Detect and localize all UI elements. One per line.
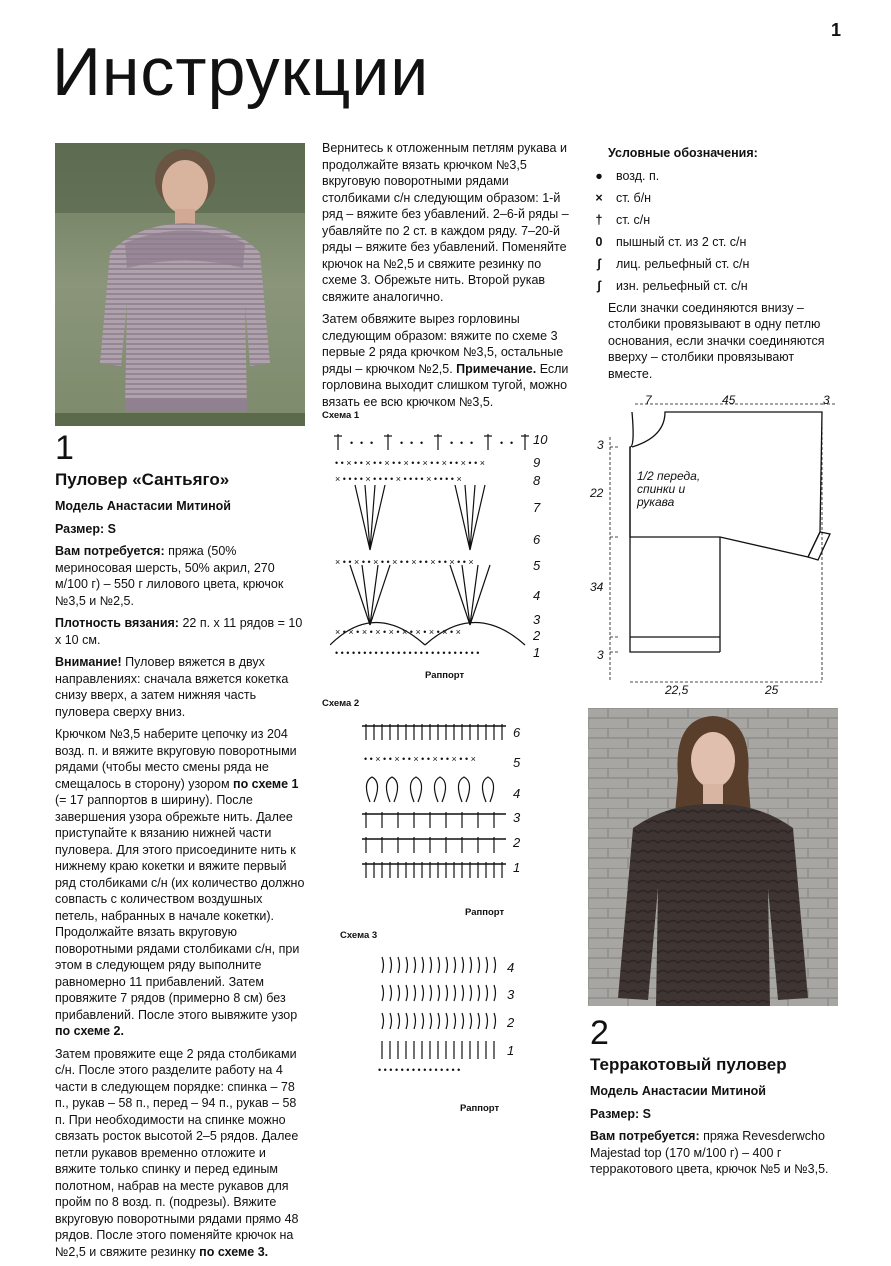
item1-paragraph-1 xyxy=(55,726,305,1040)
scheme-1-label: Схема 1 xyxy=(322,410,360,421)
materials-text: пряжа Revesderwcho Majestad top (170 м/100 г) – 400 г терракотового цвета, крючок №5 и №3,5. xyxy=(590,1129,829,1176)
item1-author: Модель Анастасии Митиной xyxy=(55,499,231,513)
item2-materials xyxy=(590,1128,840,1178)
scheme2-row-1: 1 xyxy=(513,860,521,875)
photo-santiago-pullover xyxy=(55,143,305,426)
scheme-2-rapport: Раппорт xyxy=(465,907,505,918)
scheme1-row-10: 10 xyxy=(533,432,548,447)
item1-attention xyxy=(55,654,305,720)
scheme-2-chart xyxy=(362,722,512,892)
svg-text:•: • xyxy=(510,438,514,448)
legend-item-sc xyxy=(590,188,840,210)
materials-text: пряжа (50% мериносовая шерсть, 50% акрил, 270 м/100 г) – 550 г лилового цвета, крючок №3,5 и №2,5. xyxy=(55,544,284,608)
puff-stitch-icon: 0 xyxy=(595,235,603,250)
svg-text:•: • xyxy=(410,438,414,448)
scheme3-row-3: 3 xyxy=(507,987,515,1002)
para1-part-c: (= 17 раппортов в ширину). После завершения узора обрежьте нить. Далее приступайте к вязанию нижней части пуловера. Для этого присоедините нить к нижнему краю кокетки и вяжите первый ряд столбиками с/н (их количество должно совпасть с количеством воздушных петель, набранных в начале кокетки). Продолжайте вязать вкруговую поворотными рядами столбиками с/н, при этом в следующем ряду выполните равномерно 11 прибавлений. Затем провяжите 7 рядов (примерно 8 см) без прибавлений. После этого вывяжите узор xyxy=(55,793,305,1022)
svg-text:•: • xyxy=(350,438,354,448)
svg-text:•: • xyxy=(470,438,474,448)
scheme1-row-5: 5 xyxy=(533,558,541,573)
dim-bottom-22-5: 22,5 xyxy=(665,683,689,697)
dim-top-3: 3 xyxy=(823,393,830,407)
pattern-diagram xyxy=(590,392,840,707)
item2-column xyxy=(590,1015,840,1184)
legend-item-label: ст. б/н xyxy=(616,191,652,206)
svg-text:× • • × • • × • • × • • × • •: × • • × • • × • • × • • × • • × • • × • • × xyxy=(335,557,474,567)
item1-materials xyxy=(55,543,305,609)
scheme1-row-2: 2 xyxy=(533,628,541,643)
svg-text:• • • • • • • • • • • • • • •: • • • • • • • • • • • • • • • • • • • • • • • • • • xyxy=(335,648,480,658)
back-post-dc-icon: ʃ xyxy=(596,279,602,294)
scheme1-row-3: 3 xyxy=(533,612,541,627)
svg-text:•: • xyxy=(450,438,454,448)
col2-para2-c: Если горловина выходит слишком тугой, можно вязать ее всю крючком №3,5. xyxy=(322,361,569,409)
svg-text:•: • xyxy=(370,438,374,448)
page-title: Инструкции xyxy=(52,34,430,110)
legend-item-fpdc xyxy=(590,254,840,276)
svg-text:•: • xyxy=(360,438,364,448)
scheme1-row-8: 8 xyxy=(533,473,541,488)
svg-text:× • • • • × • • • • × • • • •: × • • • • × • • • • × • • • • × • • • • × xyxy=(335,474,462,484)
photo-terracotta-pullover xyxy=(588,708,838,1006)
item1-paragraph-2 xyxy=(55,1046,305,1261)
item1-title: Пуловер «Сантьяго» xyxy=(55,470,230,489)
pattern-label: 1/2 переда, спинки и рукава xyxy=(637,469,701,509)
item1-size: Размер: S xyxy=(55,521,116,536)
legend-item-dc xyxy=(590,210,840,232)
legend-item-bpdc xyxy=(590,276,840,298)
item2-title: Терракотовый пуловер xyxy=(590,1055,787,1074)
dim-left-3a: 3 xyxy=(597,438,604,452)
scheme1-row-9: 9 xyxy=(533,455,541,470)
legend-item-label: возд. п. xyxy=(616,169,660,184)
front-post-dc-icon: ʃ xyxy=(596,257,602,272)
scheme1-row-7: 7 xyxy=(533,500,541,515)
svg-text:•: • xyxy=(500,438,504,448)
para1-part-a: Крючком №3,5 наберите цепочку из 204 возд. п. и вяжите вкруговую поворотными рядами (чтобы место смены ряда не смещалось в сторону) узором xyxy=(55,727,297,791)
materials-label: Вам потребуется: xyxy=(55,544,165,558)
col2-para2-b: Примечание. xyxy=(456,361,537,376)
materials-label: Вам потребуется: xyxy=(590,1129,700,1143)
scheme2-row-6: 6 xyxy=(513,725,521,740)
svg-text:• • × • • × • • × • • × •: • • × • • × • • × • • × • • × • • × xyxy=(364,754,476,764)
svg-text:× • × • × • × • × • × • × • ×: × • × • × • × • × • × • × • × • × • × xyxy=(335,627,461,637)
scheme2-row-5: 5 xyxy=(513,755,521,770)
attention-text: Пуловер вяжется в двух направлениях: сначала вяжется кокетка снизу вверх, а затем нижняя часть пуловера сверху вниз. xyxy=(55,655,289,719)
legend-item-label: ст. с/н xyxy=(616,213,651,228)
item2-author: Модель Анастасии Митиной xyxy=(590,1084,766,1098)
dim-top-7: 7 xyxy=(645,393,652,407)
scheme2-row-3: 3 xyxy=(513,810,521,825)
scheme2-row-4: 4 xyxy=(513,786,521,801)
svg-text:•: • xyxy=(460,438,464,448)
legend-item-puff xyxy=(590,232,840,254)
legend-item-label: изн. рельефный ст. с/н xyxy=(616,279,748,294)
svg-text:• • • • • • • • • • • • • • •: • • • • • • • • • • • • • • • xyxy=(378,1065,461,1075)
col2-paragraph-1: Вернитесь к отложенным петлям рукава и продолжайте вязать крючком №3,5 вкруговую поворотными рядами столбиками с/н следующим образом: 1-й ряд – вяжите без убавлений. 2–6-й ряды – убавляйте по 2 ст. в каждом ряду. 7–20-й ряды – вяжите без убавлений. Поменяйте крючок на №2,5 и свяжите резинку по схеме 3. Обрежьте нить. Второй рукав свяжите аналогично. xyxy=(322,141,569,304)
svg-text:• • × • • × • • × • • × • • ×: • • × • • × • • × • • × • • × • • × • • × • • × xyxy=(335,458,485,468)
pattern-svg xyxy=(590,392,840,702)
scheme1-row-1: 1 xyxy=(533,645,541,660)
scheme-3-label: Схема 3 xyxy=(340,930,378,941)
scheme1-row-4: 4 xyxy=(533,588,541,603)
legend xyxy=(590,145,840,388)
photo-terracotta-image xyxy=(588,708,838,1006)
legend-item-chain xyxy=(590,166,840,188)
chain-stitch-icon: ● xyxy=(595,169,603,184)
scheme3-row-2: 2 xyxy=(507,1015,515,1030)
single-crochet-icon: × xyxy=(595,191,603,206)
para2-part-a: Затем провяжите еще 2 ряда столбиками с/н. После этого разделите работу на 4 части в следующем порядке: спинка – 78 п., рукав – 58 п., перед – 94 п., рукав – 58 п. При необходимости на спинке можно связать росток высотой 2–5 рядов. Далее петли рукавов временно отложите и вяжите только спинку и перед единым полотном, набрав на месте рукавов для пройм по 8 возд. п. (подрезы). Вяжите вкруговую поворотными рядами прямо 48 рядов. После этого поменяйте крючок на №2,5 и свяжите резинку xyxy=(55,1046,299,1259)
dim-left-22: 22 xyxy=(590,486,604,500)
para2-part-b: по схеме 3. xyxy=(199,1244,269,1259)
legend-note: Если значки соединяются внизу – столбики провязывают в одну петлю основания, если значки соединяются вверху – столбики провязывают вместе. xyxy=(608,300,825,381)
col2-para2-a: Затем обвяжите вырез горловины следующим образом: вяжите по схеме 3 первые 2 ряда крючком №3,5, остальные ряды – крючком №2,5. xyxy=(322,312,564,376)
para1-part-d: по схеме 2. xyxy=(55,1024,124,1038)
scheme1-row-6: 6 xyxy=(533,532,541,547)
scheme-1-rapport: Раппорт xyxy=(425,670,465,681)
item2-size: Размер: S xyxy=(590,1106,651,1121)
item1-gauge xyxy=(55,615,305,648)
col2-paragraph-2 xyxy=(322,311,574,410)
scheme3-row-4: 4 xyxy=(507,960,515,975)
scheme-2-svg xyxy=(362,722,512,887)
double-crochet-icon: † xyxy=(595,213,603,228)
legend-item-label: пышный ст. из 2 ст. с/н xyxy=(616,235,747,250)
scheme-2-label: Схема 2 xyxy=(322,698,360,709)
dim-left-34: 34 xyxy=(590,580,604,594)
svg-text:•: • xyxy=(420,438,424,448)
gauge-text: 22 п. х 11 рядов = 10 х 10 см. xyxy=(55,616,303,647)
scheme-3-chart xyxy=(378,955,503,1110)
photo-santiago-image xyxy=(55,143,305,426)
item1-column xyxy=(55,430,305,1266)
legend-item-label: лиц. рельефный ст. с/н xyxy=(616,257,750,272)
scheme-3-rapport: Раппорт xyxy=(460,1103,500,1114)
gauge-label: Плотность вязания: xyxy=(55,616,179,630)
page-number: 1 xyxy=(830,20,841,40)
dim-left-3b: 3 xyxy=(597,648,604,662)
scheme-3-svg xyxy=(378,955,503,1105)
para1-part-b: по схеме 1 xyxy=(233,776,299,791)
scheme3-row-1: 1 xyxy=(507,1043,515,1058)
legend-title: Условные обозначения: xyxy=(608,146,758,160)
item2-number: 2 xyxy=(590,1014,609,1052)
svg-text:•: • xyxy=(400,438,404,448)
item1-number: 1 xyxy=(55,429,74,467)
dim-top-45: 45 xyxy=(722,393,736,407)
scheme2-row-2: 2 xyxy=(513,835,521,850)
attention-label: Внимание! xyxy=(55,655,122,669)
dim-bottom-25: 25 xyxy=(765,683,779,697)
item1-continued-column xyxy=(322,140,574,416)
